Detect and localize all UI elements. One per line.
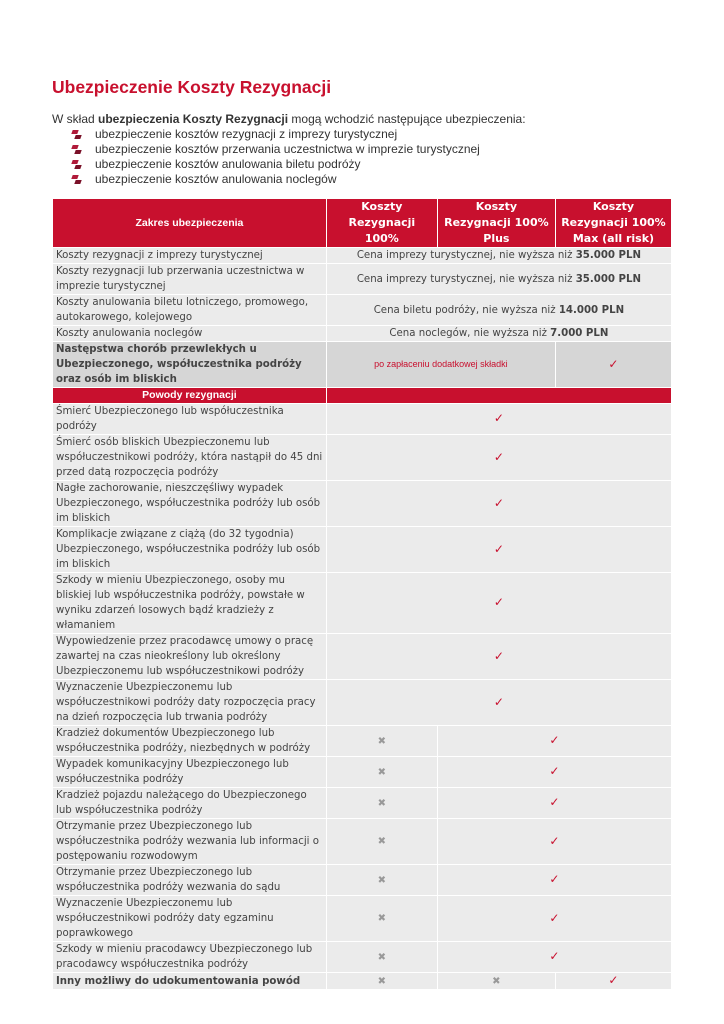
insurance-list — [72, 127, 480, 187]
row-label: Szkody w mieniu pracodawcy Ubezpieczonego lub pracodawcy współuczestnika podróży — [53, 942, 327, 973]
list-item-label: ubezpieczenie kosztów rezygnacji z imprezy turystycznej — [95, 127, 398, 141]
limit-text: Cena biletu podróży, nie wyższa niż — [373, 304, 559, 316]
cell-all-variants — [326, 481, 671, 527]
check-icon: ✓ — [549, 833, 560, 848]
table-row — [53, 865, 672, 896]
check-icon: ✓ — [493, 495, 504, 510]
check-icon: ✓ — [549, 949, 560, 963]
check-icon: ✓ — [493, 541, 504, 556]
bullet-icon — [72, 145, 84, 155]
list-item — [72, 127, 480, 142]
table-row — [53, 634, 672, 680]
row-label: Szkody w mieniu Ubezpieczonego, osoby mu bliskiej lub współuczestnika podróży, powstałe w wyniku zdarzeń losowych bądź kradzieży z włamaniem — [53, 573, 327, 634]
cell-100 — [326, 896, 437, 942]
row-label: Koszty anulowania biletu lotniczego, promowego, autokarowego, kolejowego — [53, 295, 327, 326]
header-variant-max: Koszty Rezygnacji 100% Max (all risk) — [555, 199, 671, 248]
table-row — [53, 973, 672, 990]
list-item-label: ubezpieczenie kosztów przerwania uczestnictwa w imprezie turystycznej — [95, 142, 480, 156]
table-row — [53, 788, 672, 819]
limit-amount: 14.000 PLN — [558, 304, 625, 316]
bullet-icon — [72, 175, 84, 185]
row-label: Kradzież dokumentów Ubezpieczonego lub współuczestnika podróży, niezbędnych w podróży — [53, 726, 327, 757]
row-label: Wypadek komunikacyjny Ubezpieczonego lub współuczestnika podróży — [53, 757, 327, 788]
row-label: Następstwa chorób przewlekłych u Ubezpieczonego, współuczestnika podróży oraz osób im bliskich — [53, 342, 327, 388]
check-icon: ✓ — [549, 872, 560, 886]
check-icon: ✓ — [608, 356, 619, 371]
header-scope: Zakres ubezpieczenia — [53, 199, 327, 248]
list-item-label: ubezpieczenie kosztów anulowania noclegów — [95, 172, 337, 186]
cell-plus-max — [437, 819, 671, 865]
table-row — [53, 819, 672, 865]
cell-100 — [326, 788, 437, 819]
check-icon: ✓ — [549, 795, 560, 809]
limit-text: Cena imprezy turystycznej, nie wyższa niż — [356, 273, 576, 285]
table-row — [53, 264, 672, 295]
cell-100 — [326, 973, 437, 990]
table-row — [53, 295, 672, 326]
row-label: Wyznaczenie Ubezpieczonemu lub współuczestnikowi podróży daty rozpoczęcia pracy na dzień rozpoczęcia lub trwania podróży — [53, 680, 327, 726]
cross-icon: ✖ — [377, 874, 387, 886]
check-icon: ✓ — [493, 648, 504, 663]
check-icon: ✓ — [493, 411, 504, 425]
cell-plus-max — [437, 942, 671, 973]
check-icon: ✓ — [493, 694, 504, 709]
table-row — [53, 248, 672, 264]
check-icon: ✓ — [549, 910, 560, 925]
coverage-limit — [326, 248, 671, 264]
table-row — [53, 680, 672, 726]
row-label: Koszty rezygnacji z imprezy turystycznej — [53, 248, 327, 264]
intro-paragraph — [52, 112, 526, 126]
coverage-limit — [326, 264, 671, 295]
cross-icon: ✖ — [377, 735, 387, 747]
limit-amount: 7.000 PLN — [550, 328, 609, 339]
row-label: Inny możliwy do udokumentowania powód — [53, 973, 327, 990]
cross-icon: ✖ — [377, 797, 387, 809]
check-icon: ✓ — [549, 733, 560, 747]
section-filler — [326, 388, 671, 404]
limit-amount: 35.000 PLN — [575, 273, 642, 285]
bullet-icon — [72, 160, 84, 170]
cross-icon: ✖ — [492, 975, 501, 987]
table-row — [53, 435, 672, 481]
cell-plus-max — [437, 757, 671, 788]
table-row — [53, 942, 672, 973]
cell-max — [555, 973, 671, 990]
limit-amount: 35.000 PLN — [575, 250, 642, 261]
row-label: Koszty anulowania noclegów — [53, 326, 327, 342]
list-item-label: ubezpieczenie kosztów anulowania biletu podróży — [95, 157, 361, 171]
coverage-table — [52, 198, 672, 990]
row-label: Nagłe zachorowanie, nieszczęśliwy wypadek Ubezpieczonego, współuczestnika podróży lub osób im bliskich — [53, 481, 327, 527]
cell-all-variants — [326, 680, 671, 726]
check-icon: ✓ — [549, 764, 560, 778]
cross-icon: ✖ — [377, 913, 387, 924]
table-row — [53, 342, 672, 388]
cell-all-variants — [326, 573, 671, 634]
row-label: Śmierć Ubezpieczonego lub współuczestnika podróży — [53, 404, 327, 435]
cell-max — [555, 342, 671, 388]
row-label: Komplikacje związane z ciążą (do 32 tygodnia) Ubezpieczonego, współuczestnika podróży lub osób im bliskich — [53, 527, 327, 573]
table-row — [53, 573, 672, 634]
cell-plus-max — [437, 865, 671, 896]
coverage-limit — [326, 326, 671, 342]
cell-all-variants — [326, 634, 671, 680]
list-item — [72, 142, 480, 157]
cell-100 — [326, 819, 437, 865]
check-icon: ✓ — [493, 595, 504, 609]
cross-icon: ✖ — [377, 836, 387, 847]
cross-icon: ✖ — [377, 975, 387, 987]
cell-100 — [326, 726, 437, 757]
cell-plus-max — [437, 896, 671, 942]
row-label: Otrzymanie przez Ubezpieczonego lub współuczestnika podróży wezwania do sądu — [53, 865, 327, 896]
row-label: Otrzymanie przez Ubezpieczonego lub współuczestnika podróży wezwania lub informacji o postępowaniu rozwodowym — [53, 819, 327, 865]
page-title: Ubezpieczenie Koszty Rezygnacji — [52, 77, 332, 97]
intro-suffix: mogą wchodzić następujące ubezpieczenia: — [288, 112, 526, 126]
cell-plus — [437, 973, 555, 990]
header-variant-plus: Koszty Rezygnacji 100% Plus — [437, 199, 555, 248]
coverage-limit — [326, 295, 671, 326]
table-row — [53, 326, 672, 342]
note-text: po zapłaceniu dodatkowej składki — [374, 359, 508, 369]
table-row — [53, 527, 672, 573]
intro-prefix: W skład — [52, 112, 99, 126]
row-label: Wypowiedzenie przez pracodawcę umowy o pracę zawartej na czas nieokreślony lub określony Ubezpieczonemu lub współuczestnikowi podróży — [53, 634, 327, 680]
row-label: Wyznaczenie Ubezpieczonemu lub współuczestnikowi podróży daty egzaminu poprawkowego — [53, 896, 327, 942]
row-label: Kradzież pojazdu należącego do Ubezpieczonego lub współuczestnika podróży — [53, 788, 327, 819]
cell-100 — [326, 865, 437, 896]
check-icon: ✓ — [608, 973, 619, 987]
list-item — [72, 157, 480, 172]
cell-100 — [326, 757, 437, 788]
cross-icon: ✖ — [377, 766, 387, 778]
limit-text: Cena imprezy turystycznej, nie wyższa niż — [356, 250, 576, 261]
row-label: Śmierć osób bliskich Ubezpieczonemu lub współuczestnikowi podróży, która nastąpił do 45 dni przed datą rozpoczęcia podróży — [53, 435, 327, 481]
intro-bold: ubezpieczenia Koszty Rezygnacji — [98, 112, 289, 126]
section-title: Powody rezygnacji — [53, 388, 327, 404]
bullet-icon — [72, 130, 84, 140]
limit-text: Cena noclegów, nie wyższa niż — [389, 328, 551, 339]
table-row — [53, 726, 672, 757]
table-row — [53, 481, 672, 527]
check-icon: ✓ — [493, 449, 504, 464]
cross-icon: ✖ — [377, 951, 387, 963]
cell-100 — [326, 942, 437, 973]
cell-all-variants — [326, 435, 671, 481]
header-variant-100: Koszty Rezygnacji 100% — [326, 199, 437, 248]
extra-premium-note — [326, 342, 555, 388]
table-row — [53, 896, 672, 942]
section-row — [53, 388, 672, 404]
list-item — [72, 172, 480, 187]
cell-all-variants — [326, 527, 671, 573]
cell-plus-max — [437, 788, 671, 819]
table-header-row — [53, 199, 672, 248]
cell-all-variants — [326, 404, 671, 435]
cell-plus-max — [437, 726, 671, 757]
table-row — [53, 757, 672, 788]
row-label: Koszty rezygnacji lub przerwania uczestnictwa w imprezie turystycznej — [53, 264, 327, 295]
table-row — [53, 404, 672, 435]
